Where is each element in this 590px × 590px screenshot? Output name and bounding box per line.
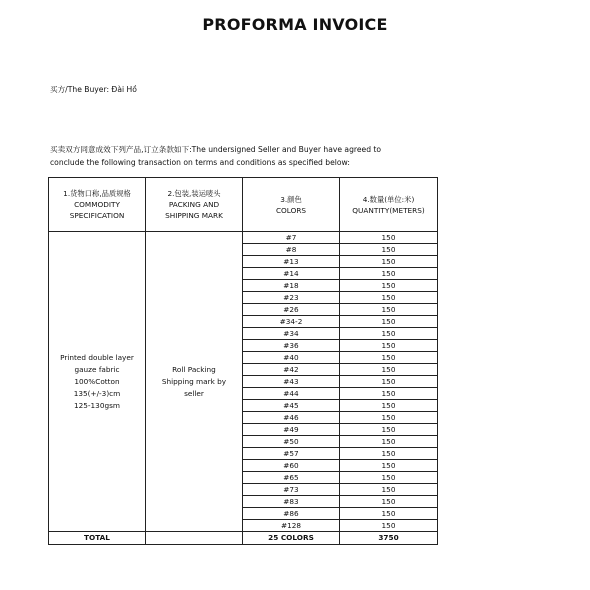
header-quantity [340, 178, 438, 232]
quantity-cell: 150 [340, 472, 438, 484]
intro-paragraph [50, 143, 450, 169]
quantity-cell: 150 [340, 388, 438, 400]
intro-line-2: conclude the following transaction on terms and conditions as specified below: [50, 158, 350, 167]
commodity-line: gauze fabric [74, 364, 120, 374]
color-cell: #7 [243, 232, 340, 244]
color-cell: #43 [243, 376, 340, 388]
commodity-specification-cell [49, 232, 146, 532]
invoice-table [48, 177, 438, 545]
color-cell: #8 [243, 244, 340, 256]
color-cell: #86 [243, 508, 340, 520]
total-row [49, 532, 438, 545]
header-commodity-en1: COMMODITY [74, 200, 120, 209]
packing-line: Shipping mark by [161, 376, 227, 386]
commodity-line: 135(+/-3)cm [73, 388, 121, 398]
color-cell: #26 [243, 304, 340, 316]
color-cell: #65 [243, 472, 340, 484]
header-colors-en: COLORS [275, 205, 307, 215]
quantity-cell: 150 [340, 292, 438, 304]
table-row [49, 232, 438, 244]
color-cell: #18 [243, 280, 340, 292]
quantity-cell: 150 [340, 244, 438, 256]
color-cell: #50 [243, 436, 340, 448]
quantity-cell: 150 [340, 520, 438, 532]
header-commodity [49, 178, 146, 232]
color-cell: #73 [243, 484, 340, 496]
quantity-cell: 150 [340, 268, 438, 280]
quantity-cell: 150 [340, 424, 438, 436]
color-cell: #57 [243, 448, 340, 460]
color-cell: #36 [243, 340, 340, 352]
header-quantity-zh: 4.数量(单位:米) [362, 194, 415, 204]
quantity-cell: 150 [340, 412, 438, 424]
header-quantity-en: QUANTITY(METERS) [352, 205, 425, 215]
color-cell: #46 [243, 412, 340, 424]
quantity-cell: 150 [340, 484, 438, 496]
packing-line: Roll Packing [172, 364, 216, 374]
quantity-cell: 150 [340, 436, 438, 448]
intro-line-1: 买卖双方同意成效下列产品,订立条款如下:The undersigned Seller and Buyer have agreed to [50, 145, 382, 154]
commodity-line: 125-130gsm [73, 400, 121, 410]
header-colors [243, 178, 340, 232]
quantity-cell: 150 [340, 280, 438, 292]
header-packing-en1: PACKING AND [168, 200, 220, 209]
buyer-line: 买方/The Buyer: Đài Hồ [50, 85, 137, 94]
document-title: PROFORMA INVOICE [202, 15, 388, 34]
quantity-cell: 150 [340, 496, 438, 508]
color-cell: #34-2 [243, 316, 340, 328]
packing-line: seller [184, 388, 204, 398]
color-cell: #23 [243, 292, 340, 304]
color-cell: #40 [243, 352, 340, 364]
color-cell: #44 [243, 388, 340, 400]
color-cell: #60 [243, 460, 340, 472]
quantity-cell: 150 [340, 400, 438, 412]
header-packing-en2: SHIPPING MARK [165, 211, 223, 220]
commodity-line: 100%Cotton [74, 376, 120, 386]
header-packing-zh: 2.包装,装运唛头 [167, 189, 221, 198]
quantity-cell: 150 [340, 328, 438, 340]
header-packing [146, 178, 243, 232]
color-cell: #42 [243, 364, 340, 376]
packing-shipping-cell [146, 232, 243, 532]
color-cell: #128 [243, 520, 340, 532]
color-cell: #14 [243, 268, 340, 280]
color-cell: #13 [243, 256, 340, 268]
color-cell: #34 [243, 328, 340, 340]
quantity-cell: 150 [340, 232, 438, 244]
color-cell: #45 [243, 400, 340, 412]
color-cell: #49 [243, 424, 340, 436]
quantity-cell: 150 [340, 364, 438, 376]
header-colors-zh: 3.颜色 [280, 194, 302, 204]
quantity-cell: 150 [340, 256, 438, 268]
quantity-cell: 150 [340, 304, 438, 316]
total-packing-cell [146, 532, 243, 545]
header-commodity-en2: SPECIFICATION [69, 211, 125, 220]
quantity-cell: 150 [340, 448, 438, 460]
quantity-cell: 150 [340, 316, 438, 328]
quantity-cell: 150 [340, 460, 438, 472]
quantity-cell: 150 [340, 352, 438, 364]
commodity-line: Printed double layer [60, 352, 134, 362]
color-cell: #83 [243, 496, 340, 508]
total-label: TOTAL [49, 532, 146, 545]
total-colors: 25 COLORS [243, 532, 340, 545]
header-commodity-zh: 1.货物口称,品质规格 [63, 189, 131, 198]
total-quantity: 3750 [340, 532, 438, 545]
quantity-cell: 150 [340, 508, 438, 520]
quantity-cell: 150 [340, 340, 438, 352]
table-header-row [49, 178, 438, 232]
quantity-cell: 150 [340, 376, 438, 388]
